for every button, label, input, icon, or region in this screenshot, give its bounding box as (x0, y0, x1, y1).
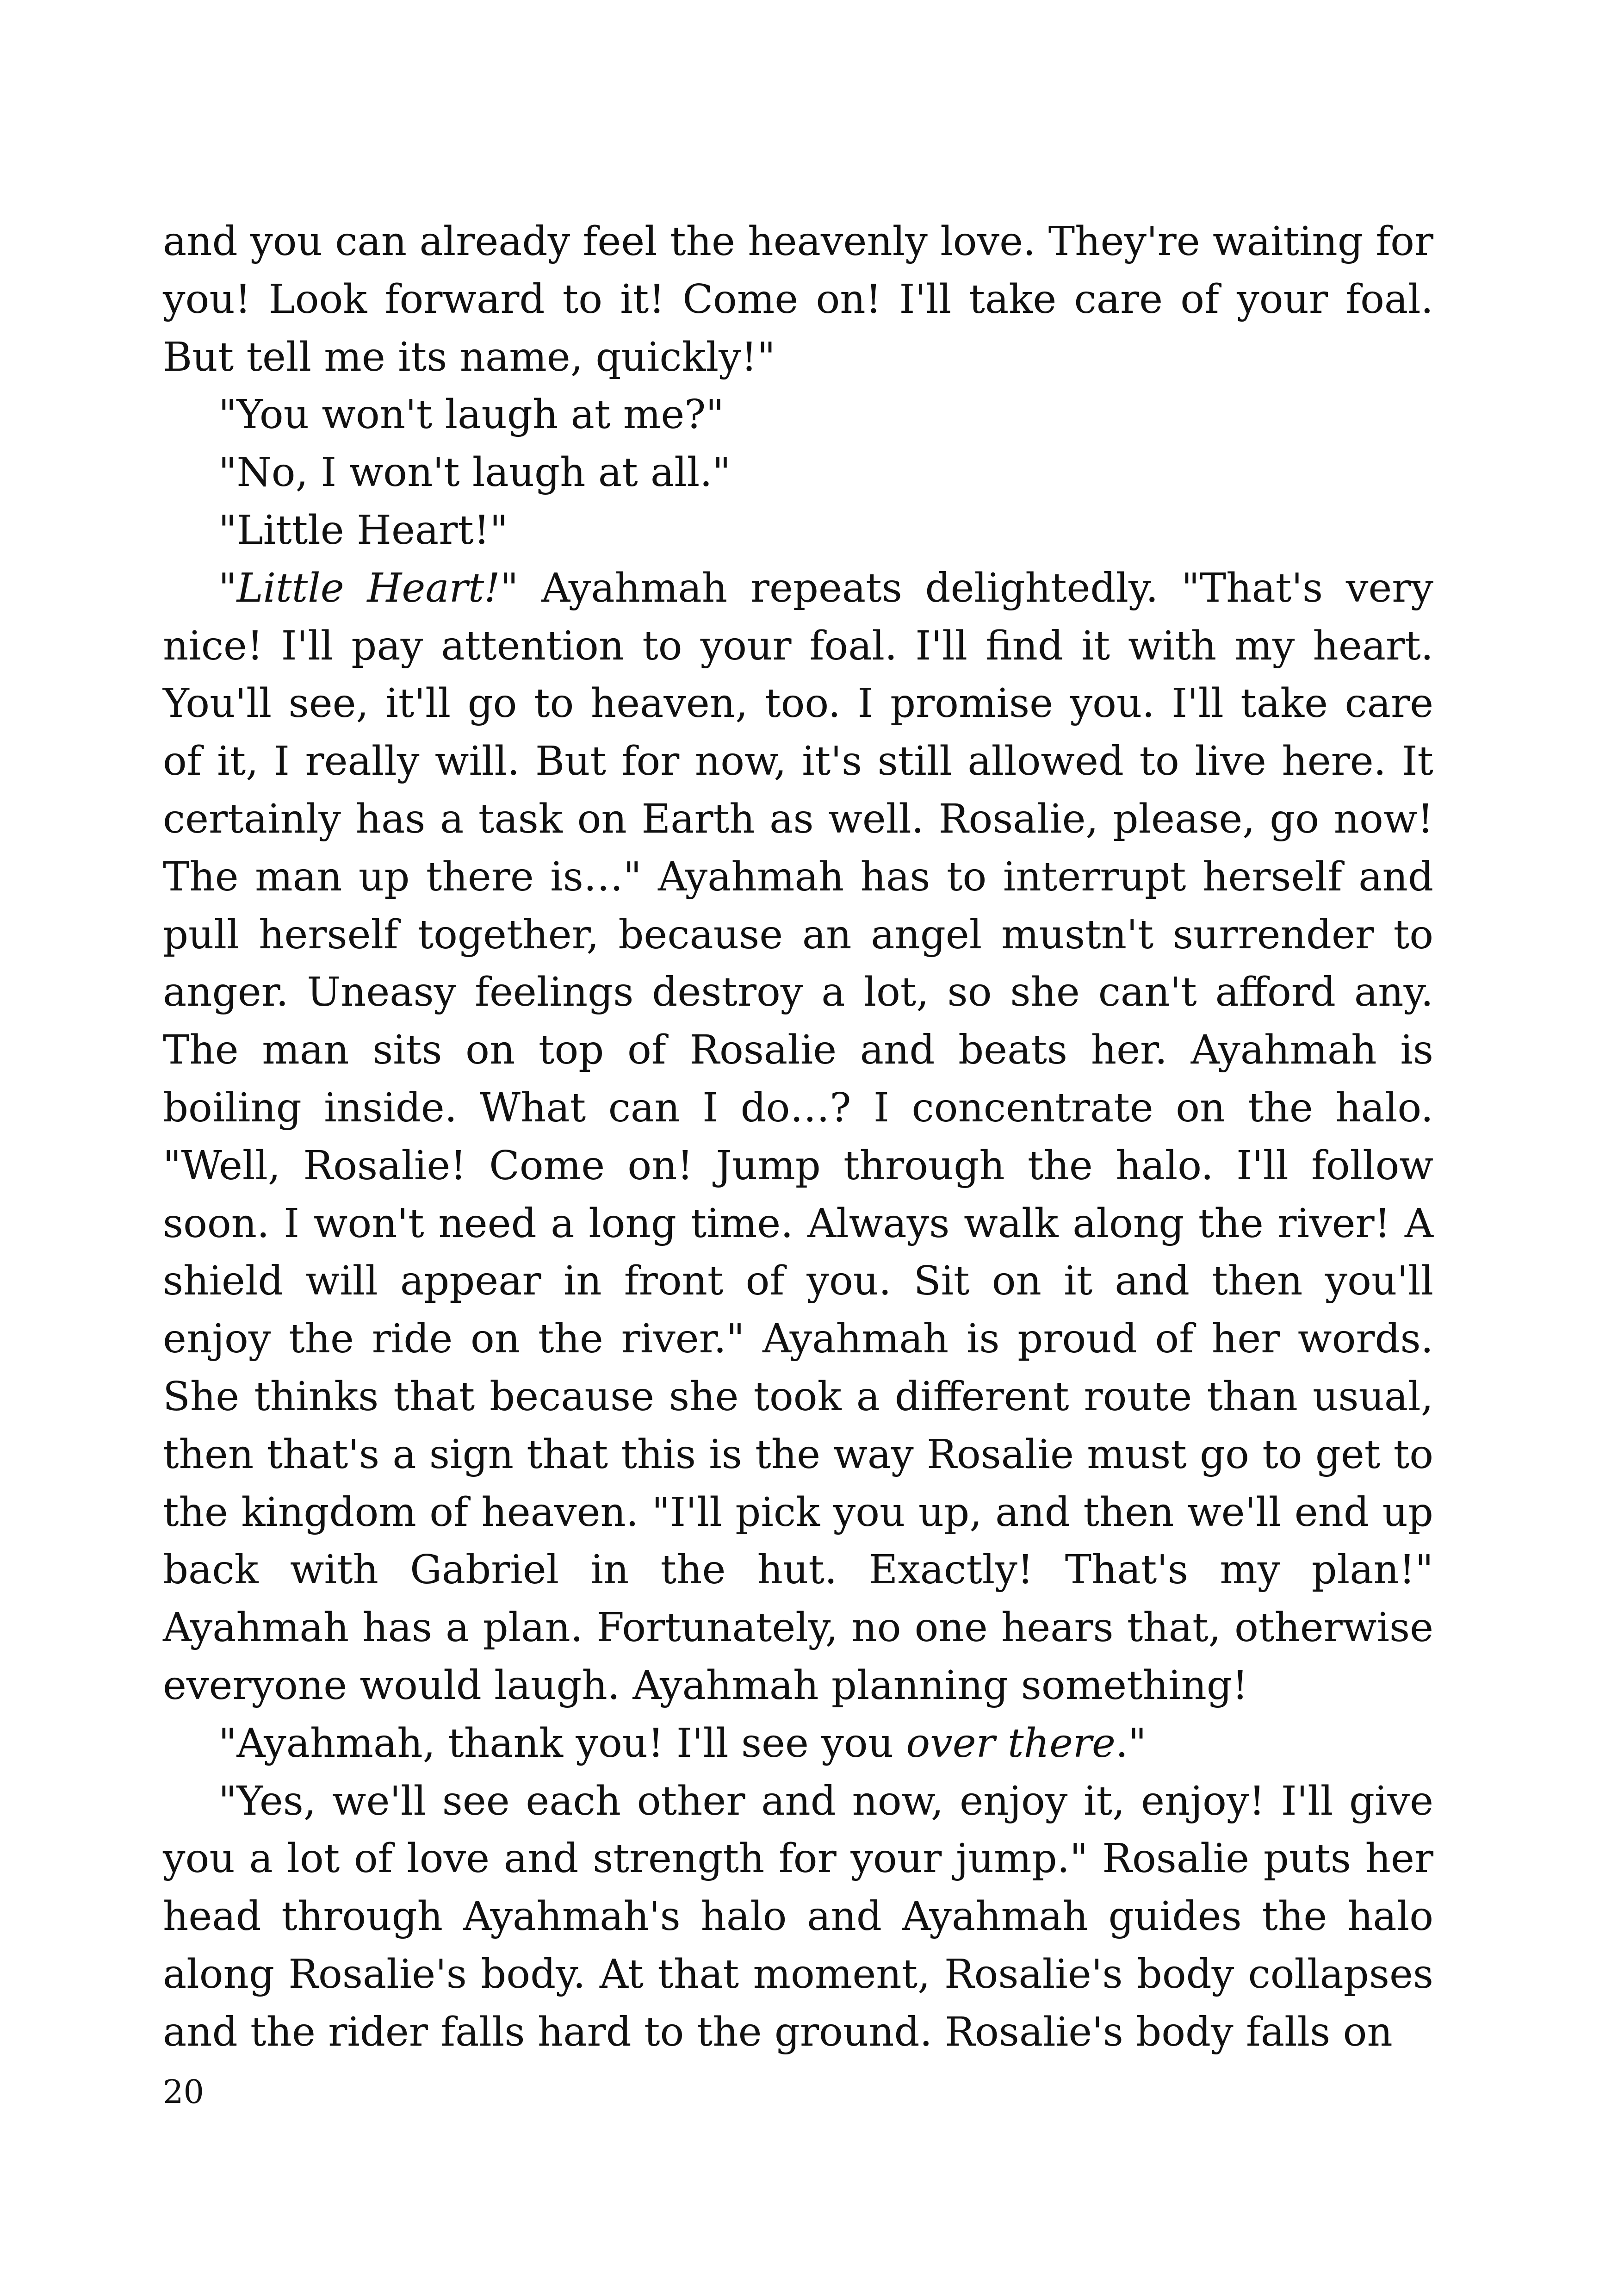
italic-text-run: Little Heart! (236, 565, 500, 611)
text-run: ." (1115, 1720, 1147, 1767)
text-run: "Little Heart!" (218, 507, 508, 554)
text-run: "You won't laugh at me?" (218, 392, 724, 438)
page-number: 20 (163, 2073, 205, 2111)
body-text (163, 213, 1433, 2061)
text-run: and you can already feel the heavenly love. They're waiting for you! Look forward to it! Come on! I'll take care of your foal. But tell me its name, quickly!" (163, 218, 1433, 380)
paragraph (163, 1715, 1433, 1773)
paragraph (163, 560, 1433, 1715)
text-run: " (218, 565, 237, 611)
text-run: " Ayahmah repeats delightedly. "That's very nice! I'll pay attention to your foal. I'll find it with my heart. You'll see, it'll go to heaven, too. I promise you. I'll take care of it, I really will. But for now, it's still allowed to live here. It certainly has a task on Earth as well. Rosalie, please, go now! The man up there is…" Ayahmah has to interrupt herself and pull herself together, because an angel mustn't surrender to anger. Uneasy feelings destroy a lot, so she can't afford any. The man sits on top of Rosalie and beats her. Ayahmah is boiling inside. What can I do…? I concentrate on the halo. "Well, Rosalie! Come on! Jump through the halo. I'll follow soon. I won't need a long time. Always walk along the river! A shield will appear in front of you. Sit on it and then you'll enjoy the ride on the river." Ayahmah is proud of her words. She thinks that because she took a different route than usual, then that's a sign that this is the way Rosalie must go to get to the kingdom of heaven. "I'll pick you up, and then we'll end up back with Gabriel in the hut. Exactly! That's my plan!" Ayahmah has a plan. Fortunately, no one hears that, otherwise everyone would laugh. Ayahmah planning something! (163, 565, 1433, 1709)
paragraph (163, 213, 1433, 386)
paragraph (163, 386, 1433, 444)
paragraph (163, 444, 1433, 502)
paragraph (163, 1773, 1433, 2061)
paragraph (163, 502, 1433, 560)
text-run: "Yes, we'll see each other and now, enjoy it, enjoy! I'll give you a lot of love and strength for your jump." Rosalie puts her head through Ayahmah's halo and Ayahmah guides the halo along Rosalie's body. At that moment, Rosalie's body collapses and the rider falls hard to the ground. Rosalie's body falls on (163, 1778, 1433, 2055)
italic-text-run: over there (906, 1720, 1116, 1767)
text-run: "Ayahmah, thank you! I'll see you (218, 1720, 906, 1767)
text-run: "No, I won't laugh at all." (218, 449, 731, 496)
